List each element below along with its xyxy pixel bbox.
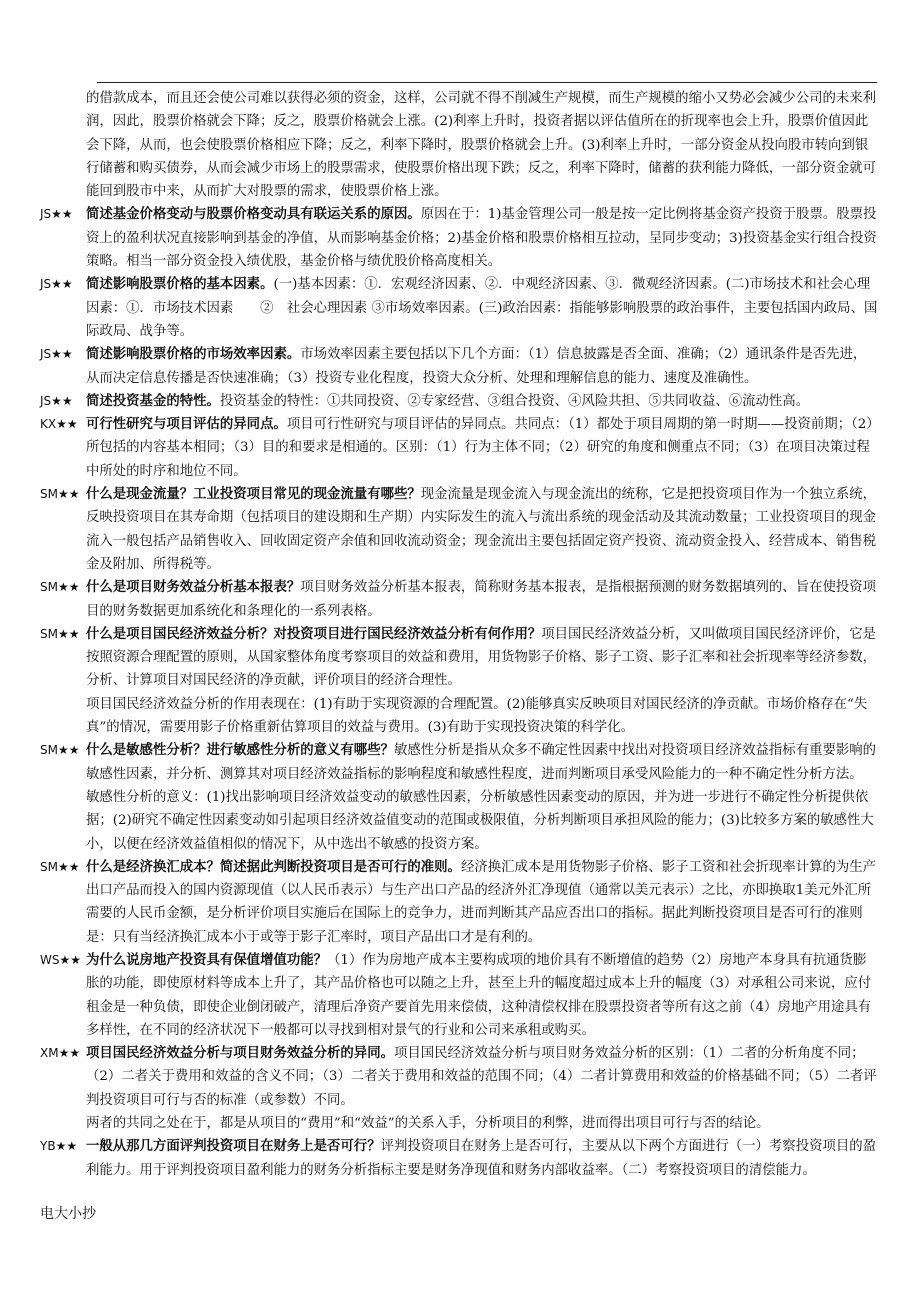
- question-text: 什么是经济换汇成本？简述据此判断投资项目是否可行的准则。: [86, 858, 461, 875]
- paragraph: [40, 483, 878, 576]
- entry-code: XM★★: [40, 1046, 81, 1061]
- answer-text: (一)基本因素：①．宏观经济因素、②．中观经济因素、③．微观经济因素。(二)市场技术和社会心理因素：①．市场技术因素 ② 社会心理因素 ③市场效率因素。(三)政治因素：指能够影响股票的政治事件，主要包括国内政局、国际政局、战争等。: [86, 277, 878, 339]
- paragraph: [40, 1042, 878, 1112]
- answer-text: 的借款成本，而且还会使公司难以获得必须的资金，这样，公司就不得不削减生产规模，而生产规模的缩小又势必会减少公司的未来利润，因此，股票价格就会下降；反之，股票价格就会上涨。(2)利率上升时，投资者据以评估值所在的折现率也会上升，股票价值因此会下降，从而，也会使股票价格相应下降；反之，利率下降时，股票价格就会上升。(3)利率上升时，一部分资金从投向股市转向到银行储蓄和购买债券，从而会减少市场上的股票需求，使股票价格出现下跌；反之，利率下降时，储蓄的获利能力降低，一部分资金就可能回到股市中来，从而扩大对股票的需求，使股票价格上涨。: [86, 91, 877, 200]
- answer-text: 敏感性分析是指从众多不确定性因素中找出对投资项目经济效益指标有重要影响的敏感性因素，并分析、测算其对项目经济效益指标的影响程度和敏感性程度，进而判断项目承受风险能力的一种不确定性分析方法。: [86, 743, 877, 782]
- entry-code: SM★★: [40, 859, 80, 874]
- entry-code: SM★★: [40, 626, 80, 641]
- paragraph: [40, 273, 878, 343]
- question-text: 简述投资基金的特性。: [86, 392, 220, 409]
- entry-code: KX★★: [40, 417, 78, 432]
- footer-text: 电大小抄: [40, 1206, 96, 1222]
- question-text: 可行性研究与项目评估的异同点。: [86, 416, 287, 433]
- document-body: [40, 87, 878, 1182]
- paragraph: [40, 1112, 878, 1135]
- question-text: 简述影响股票价格的基本因素。: [86, 276, 274, 293]
- paragraph: [40, 87, 878, 203]
- answer-text: 评判投资项目在财务上是否可行，主要从以下两个方面进行（一）考察投资项目的盈利能力。用于评判投资项目盈利能力的财务分析指标主要是财务净现值和财务内部收益率。（二）考察投资项目的清偿能力。: [86, 1139, 877, 1178]
- question-text: 项目国民经济效益分析与项目财务效益分析的异同。: [86, 1045, 394, 1062]
- question-text: 一般从那几方面评判投资项目在财务上是否可行？: [86, 1138, 381, 1155]
- entry-code: SM★★: [40, 743, 80, 758]
- paragraph: [40, 786, 878, 856]
- paragraph: [40, 576, 878, 623]
- paragraph: [40, 623, 878, 693]
- answer-text: 项目国民经济效益分析的作用表现在：(1)有助于实现资源的合理配置。(2)能够真实反映项目对国民经济的净贡献。市场价格存在“失真”的情况，需要用影子价格重新估算项目的效益与费用。(3)有助于实现投资决策的科学化。: [86, 696, 868, 736]
- paragraph: [40, 693, 878, 740]
- question-text: 什么是敏感性分析？进行敏感性分析的意义有哪些？: [86, 742, 394, 759]
- question-text: 什么是项目财务效益分析基本报表？: [86, 579, 301, 596]
- answer-text: 投资基金的特性：①共同投资、②专家经营、③组合投资、④风险共担、⑤共同收益、⑥流动性高。: [219, 393, 810, 409]
- entry-code: YB★★: [40, 1139, 78, 1154]
- answer-text: 市场效率因素主要包括以下几个方面：（1）信息披露是否全面、准确；（2）通讯条件是否先进，从而决定信息传播是否快速准确；（3）投资专业化程度，投资大众分析、处理和理解信息的能力、速度及准确性。: [86, 347, 867, 386]
- answer-text: 项目国民经济效益分析，又叫做项目国民经济评价，它是按照资源合理配置的原则，从国家整体角度考察项目的效益和费用，用货物影子价格、影子工资、影子汇率和社会折现率等经济参数，分析、计算项目对国民经济的净贡献，评价项目的经济合理性。: [86, 626, 877, 689]
- paragraph: [40, 739, 878, 786]
- header-rule: [97, 82, 877, 83]
- entry-code: JS★★: [40, 347, 73, 362]
- question-text: 什么是项目国民经济效益分析？对投资项目进行国民经济效益分析有何作用？: [86, 625, 542, 642]
- paragraph: [40, 390, 878, 413]
- entry-code: JS★★: [40, 277, 73, 292]
- paragraph: [40, 343, 878, 390]
- entry-code: SM★★: [40, 580, 80, 595]
- answer-text: （1）作为房地产成本主要构成项的地价具有不断增值的趋势（2）房地产本身具有抗通货膨胀的功能，即使原材料等成本上升了，其产品价格也可以随之上升，甚至上升的幅度超过成本上升的幅度（3）对承租公司来说，应付租金是一种负债，即使企业倒闭破产，清理后净资产要首先用来偿债，这种清偿权排在股票投资者等所有这之前（4）房地产用途具有多样性，在不同的经济状况下一般都可以寻找到相对景气的行业和公司来承租或购买。: [86, 952, 872, 1038]
- entry-code: JS★★: [40, 207, 73, 222]
- answer-text: 经济换汇成本是用货物影子价格、影子工资和社会折现率计算的为生产出口产品而投入的国内资源现值（以人民币表示）与生产出口产品的经济外汇净现值（通常以美元表示）之比，亦即换取1美元外汇所需要的人民币金额，是分析评价项目实施后在国际上的竞争力，进而判断其产品应否出口的指标。据此判断投资项目是否可行的准则是：只有当经济换汇成本小于或等于影子汇率时，项目产品出口才是有利的。: [86, 859, 877, 945]
- paragraph: [40, 203, 878, 273]
- answer-text: 原因在于：1)基金管理公司一般是按一定比例将基金资产投资于股票。股票投资上的盈利状况直接影响到基金的净值，从而影响基金价格；2)基金价格和股票价格相互拉动，呈同步变动；3)投资基金实行组合投资策略。相当一部分资金投入绩优股，基金价格与绩优股价格高度相关。: [86, 207, 877, 270]
- answer-text: 现金流量是现金流入与现金流出的统称，它是把投资项目作为一个独立系统，反映投资项目在其寿命期（包括项目的建设期和生产期）内实际发生的流入与流出系统的现金活动及其流动数量；工业投资项目的现金流入一般包括产品销售收入、回收固定资产余值和回收流动资金；现金流出主要包括固定资产投资、流动资金投入、经营成本、销售税金及附加、所得税等。: [86, 487, 877, 572]
- question-text: 为什么说房地产投资具有保值增值功能？: [86, 951, 328, 968]
- answer-text: 项目国民经济效益分析与项目财务效益分析的区别：（1）二者的分析角度不同；（2）二者关于费用和效益的含义不同；（3）二者关于费用和效益的范围不同；（4）二者计算费用和效益的价格基础不同；（5）二者评判投资项目可行与否的标准（或参数）不同。: [86, 1046, 877, 1108]
- answer-text: 项目可行性研究与项目评估的异同点。共同点：（1）都处于项目周期的第一时期——投资前期；（2）所包括的内容基本相同；（3）目的和要求是相通的。区别：（1）行为主体不同；（2）研究的角度和侧重点不同；（3）在项目决策过程中所处的时序和地位不同。: [86, 417, 873, 479]
- paragraph: [40, 856, 878, 949]
- paragraph: [40, 413, 878, 483]
- entry-code: JS★★: [40, 393, 73, 408]
- question-text: 简述基金价格变动与股票价格变动具有联运关系的原因。: [86, 206, 421, 223]
- question-text: 什么是现金流量？工业投资项目常见的现金流量有哪些？: [86, 486, 421, 503]
- paragraph: [40, 949, 878, 1042]
- answer-text: 敏感性分析的意义：(1)找出影响项目经济效益变动的敏感性因素，分析敏感性因素变动的原因，并为进一步进行不确定性分析提供依据；(2)研究不确定性因素变动如引起项目经济效益值变动的范围或极限值，分析判断项目承担风险的能力；(3)比较多方案的敏感性大小，以便在经济效益值相似的情况下，从中选出不敏感的投资方案。: [86, 789, 874, 852]
- entry-code: SM★★: [40, 487, 80, 502]
- answer-text: 两者的共同之处在于，都是从项目的“费用”和“效益”的关系入手，分析项目的利弊，进而得出项目可行与否的结论。: [86, 1116, 770, 1132]
- answer-text: 项目财务效益分析基本报表，简称财务基本报表，是指根据预测的财务数据填列的、旨在使投资项目的财务数据更加系统化和条理化的一系列表格。: [86, 580, 877, 619]
- question-text: 简述影响股票价格的市场效率因素。: [86, 346, 301, 363]
- entry-code: WS★★: [40, 952, 81, 967]
- paragraph: [40, 1135, 878, 1182]
